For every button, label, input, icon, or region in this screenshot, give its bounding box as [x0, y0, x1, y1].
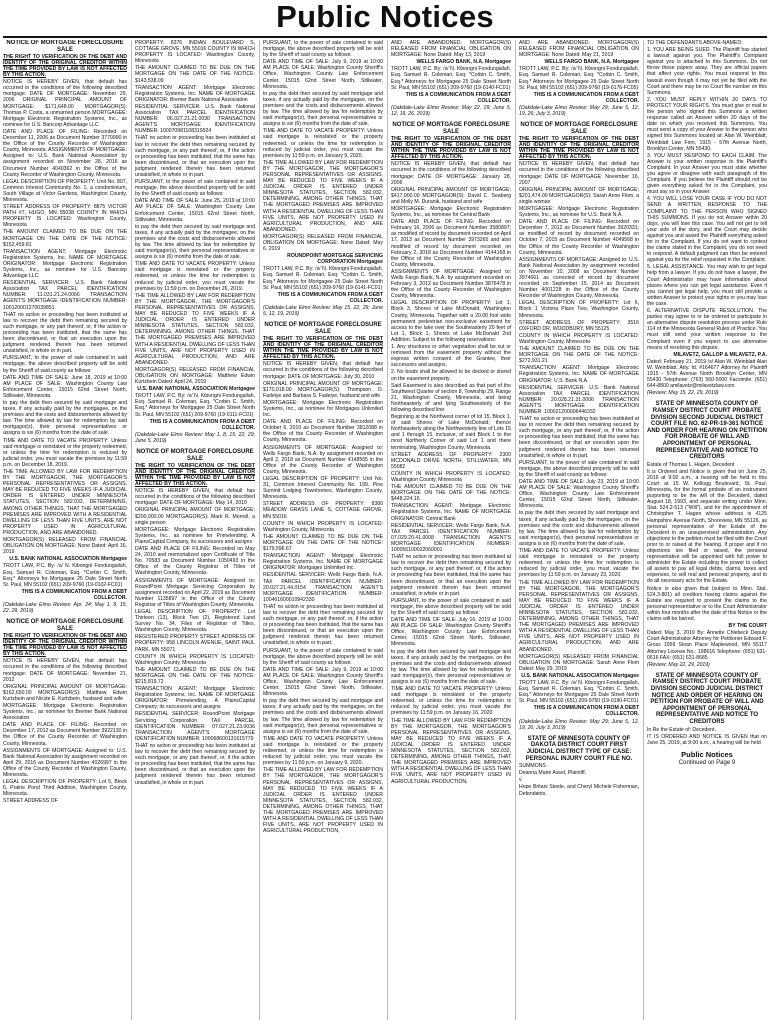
notice-signature: U.S. BANK NATIONAL ASSOCIATION Mortgagee — [9, 556, 127, 563]
legal-notice — [391, 122, 511, 784]
legal-notice — [3, 40, 127, 614]
notice-paragraph: 1. YOU ARE BEING SUED. The Plaintiff has started a lawsuit against you. The Plaintiff's Complaint against you is attached to this Summons. Do not throw these papers away. They are official papers that affect your rights. You must respond to this lawsuit even though it may not yet be filed with the Court and there may be no Court file number on this Summons. — [647, 47, 767, 96]
notice-signature: MILAVETZ, GALLOP & MILAVETZ, P.A. — [673, 351, 767, 358]
notice-paragraph: to pay the debt then secured by said mortgage and taxes, if any actually paid by the mortgagee, on the premises and the costs and disbursements allowed by law. The time allowed by law for redemption by said mortgagor(s), their personal representatives or assigns is six (6) months from the date of sale. — [135, 223, 255, 261]
notice-paragraph: THE AMOUNT CLAIMED TO BE DUE ON THE MORTGAGE ON THE DATE OF THE NOTICE: $179,596.67 — [263, 533, 383, 553]
notice-paragraph: to pay the debt then secured by said mortgage and taxes, if any actually paid by the mortgagee, on the premises and the costs and disbursements allowed by law. The time allowed by law for redemption by said mortgagor(s), their personal representatives or assigns is six (6) months from the date of sale. — [391, 648, 511, 685]
notice-paragraph: Hope Britani Steele, and Cheryl Michele Fisherman, Defendants. — [519, 784, 639, 797]
notice-paragraph: STREET ADDRESS OF — [3, 798, 58, 805]
notice-paragraph: NOTICE IS HEREBY GIVEN, that default has occurred in the conditions of the following described mortgage: DATE OF MORTGAGE: November 16, 2007 — [519, 161, 639, 186]
legal-notice — [391, 40, 511, 117]
notice-signature: BY THE COURT — [728, 623, 767, 630]
publication-dates: (Oakdale-Lake Elmo Review: May 22, 29; June 5, 12, 19, 26, 2019) — [391, 104, 511, 118]
notice-paragraph: THE TIME ALLOWED BY LAW FOR REDEMPTION BY THE MORTGAGOR, THE MORTGAGOR'S PERSONAL REPRESENTATIVES OR ASSIGNS, MAY BE REDUCED TO FIVE WEEKS IF A JUDICIAL ORDER IS ENTERED UNDER MINNESOTA STATUTES, SECTION 582.032, DETERMINING, AMONG OTHER THINGS, THAT THE MORTGAGED PREMISES ARE IMPROVED WITH A RESIDENTIAL DWELLING OF LESS THAN FIVE UNITS, ARE NOT PROPERTY USED IN AGRICULTURAL PRODUCTION, AND ARE ABANDONED. — [135, 292, 255, 366]
notice-paragraph: THAT no action or proceeding has been instituted at law to recover the debt then remaining secured by such mortgage, or any part thereof, or, if the action or proceeding has been instituted, that the same has been discontinued, or that an execution upon the judgment rendered therein has been returned unsatisfied, in whole or in part. — [135, 742, 255, 786]
notice-paragraph: PURSUANT, to the power of sale contained in said mortgage, the above described property will be sold by the Sheriff of said county as follows: — [3, 355, 127, 374]
notice-heading: NOTICE OF MORTGAGE FORECLOSURE SALE — [264, 322, 382, 335]
notice-paragraph: ASSIGNMENTS OF MORTGAGE: Assigned to: U.S. Bank National Association by assignment recorded on November 10, 2008 as Document Number 3974661 as corrected of record by document recorded on September 15, 2014 as Document Number 4001228 in the Office of the County Recorder of Washington County, Minnesota. — [519, 256, 639, 300]
notice-paragraph: ORIGINAL PRINCIPAL AMOUNT OF MORTGAGE: $200,000.00 MORTGAGOR(S): Mark R. Morrell, a single person — [135, 507, 255, 526]
notice-paragraph: Estate of Thomas L. Hagen, Decedent — [647, 461, 735, 468]
notice-paragraph: THE AMOUNT CLAIMED TO BE DUE ON THE MORTGAGE ON THE DATE OF THE NOTICE: $272,931.21 — [519, 346, 639, 365]
continued-footer — [647, 751, 767, 767]
notice-paragraph: LEGAL DESCRIPTION OF PROPERTY: Lot 1, Block 3, Shores of Lake McDonald, Washington County, Minnesota. Together with a 20.00 foot wide permanent pedestrian non-exclusive easement for access to the lake over the Southeasterly 20 feet of Lot 1, Block 1, Shores of Lake McDonald 2nd Addition. Subject to the following reservations: — [391, 300, 511, 343]
notice-heading: NOTICE OF MORTGAGE FORECLOSURE SALE — [6, 619, 124, 632]
notice-paragraph: MORTGAGOR(S) RELEASED FROM FINANCIAL OBLIGATION ON MORTGAGE: None Dated: April 16, 2019 — [3, 537, 127, 556]
notice-paragraph: THE TIME ALLOWED BY LAW FOR REDEMPTION BY THE MORTGAGOR, THE MORTGAGOR'S PERSONAL REPRESENTATIVES OR ASSIGNS, MAY BE REDUCED TO FIVE WEEKS IF A JUDICIAL ORDER IS ENTERED UNDER MINNESOTA STATUTES, SECTION 582.032, DETERMINING, AMONG OTHER THINGS, THAT THE MORTGAGED PREMISES ARE IMPROVED WITH A RESIDENTIAL DWELLING OF LESS THAN FIVE UNITS, ARE NOT PROPERTY USED IN AGRICULTURAL PRODUCTION, — [263, 767, 383, 835]
notice-paragraph: STREET ADDRESS OF PROPERTY: 2300 MCDONALD DRIVE NORTH, STILLWATER, MN 55082 — [391, 451, 511, 470]
notice-paragraph: Notice is also given that (subject to Minn. Stat. 524.3-801) all creditors having claims against the Estate are required to present the claims to the personal representative or to the Court Administrator within four months after the date of this Notice or the claims will be barred. — [647, 585, 767, 623]
notice-paragraph: LEGAL DESCRIPTION OF PROPERTY: Unit No. 807, Common Interest Community No. 1, a condominium, South Village at Victor Gardens, Washington County, Minnesota. — [3, 178, 127, 203]
publication-dates: (Review: May 15, 22, 29, 2019) — [647, 390, 719, 397]
page-masthead — [0, 0, 770, 34]
notice-paragraph: STREET ADDRESS OF PROPERTY: 3516 OXFORD DR, WOODBURY, MN 55125 — [519, 319, 639, 332]
notice-subheading: THE RIGHT TO VERIFICATION OF THE DEBT AND IDENTITY OF THE ORIGINAL CREDITOR WITHIN THE TIME PROVIDED BY LAW IS NOT AFFECTED BY THIS ACTION. — [519, 136, 639, 161]
notice-paragraph: TIME AND DATE TO VACATE PROPERTY: Unless said mortgage is reinstated or the property redeemed, or unless the time for redemption is reduced by judicial order, you must vacate the premises by 11:59 p.m. on January 9, 2020. — [263, 735, 383, 767]
notice-paragraph: THAT no action or proceeding has been instituted at law to recover the debt then remaining secured by such mortgage, or any part thereof, or, if the action or proceeding has been instituted, that the same has been discontinued, or that an execution upon the judgment rendered therein has been returned unsatisfied, in whole or in part. — [519, 416, 639, 459]
notice-paragraph: NOTICE IS HEREBY GIVEN, that default has occurred in the conditions of the following described mortgage: DATE OF MORTGAGE: July 30, 2010 — [263, 361, 383, 380]
notice-paragraph: MORTGAGEE: Mortgage Electronic Registration Systems, Inc., as nominee for U.S. Bank N.A. — [519, 205, 639, 219]
legal-notice — [519, 40, 639, 117]
notice-paragraph: LEGAL DESCRIPTION OF PROPERTY: Unit No. 31, Common Interest Community No. 199, Pine Summit Lodging Townhomes, Washington County, Minnesota. — [263, 476, 383, 501]
notice-signature: WELLS FARGO BANK, N.A. Mortgagee — [544, 59, 639, 66]
legal-notice — [519, 122, 639, 731]
notice-paragraph: v. — [519, 777, 523, 784]
notice-paragraph: ASSIGNMENTS OF MORTGAGE: Assigned to: Wells Fargo Bank, N.A. by assignment recorded on April 2, 2018 as Document Number 4148565 in the Office of the County Recorder of Washington County, Minnesota. — [263, 444, 383, 475]
publication-dates: (Oakdale-Lake Elmo Review: Apr. 24; May 1, 8, 15, 22, 29, 2019) — [3, 601, 127, 615]
notice-paragraph: 3. YOU MUST RESPOND TO EACH CLAIM. The Answer is your written response to the Plaintiff's Complaint. In your Answer you must state whether you agree or disagree with each paragraph of the Complaint. If you believe the Plaintiff should not be given everything asked for in the Complaint, you must say so in your Answer. — [647, 152, 767, 196]
notice-subheading: THE RIGHT TO VERIFICATION OF THE DEBT AND IDENTITY OF THE ORIGINAL CREDITOR WITHIN THE TIME PROVIDED BY LAW IS NOT AFFECTED BY THIS ACTION. — [3, 54, 127, 79]
notice-paragraph: MORTGAGOR(S) RELEASED FROM FINANCIAL OBLIGATION ON MORTGAGE: Matthew Edwin Kurtzbein Dated: April 24, 2019 — [135, 366, 255, 386]
notice-attorney: Dated: May 3, 2019 By: Annette Chlebeck Deputy Court Administrator Attorney for Petitioner Edward F. Gross 1959 Sloan Place Maplewood, MN 55117 Attorney License No.: 198616 Telephone: (651) 631-0616 FAX: (651) 631-8685 — [647, 630, 767, 661]
notice-paragraph: DATE AND PLACE OF FILING: Recorded on February 16, 2006 as Document Number 3580897; as modified of record by document recorded on April 17, 2013 as Document Number 3973265 and also modified of record by document recorded on February 2, 2018 as Document Number 4144168 in the Office of the County Recorder of Washington County, Minnesota. — [391, 219, 511, 268]
notice-paragraph: Said Easement is also described as that part of the Southwest Quarter of section 8, Township 29, Range 21, Washington County, Minnesota, and being Northeasterly of and lying Southwesterly of the following described line: — [391, 382, 511, 413]
notice-subheading: THE RIGHT TO VERIFICATION OF THE DEBT AND IDENTITY OF THE ORIGINAL CREDITOR WITHIN THE TIME PROVIDED BY LAW IS NOT AFFECTED BY THIS ACTION. — [3, 633, 127, 658]
legal-notice — [263, 322, 383, 834]
notice-paragraph: THAT no action or proceeding has been instituted at law to recover the debt then remaining secured by such mortgage, or any part thereof, or, if the action or proceeding has been instituted, that the same has been discontinued, or that an execution upon the judgment rendered therein has been returned unsatisfied, in whole or in part. — [3, 311, 127, 355]
notice-heading: STATE OF MINNESOTA COUNTY OF DAKOTA DISTRICT COURT FIRST JUDICIAL DISTRICT TYPE OF CASE: PERSONAL INJURY COURT FILE NO. — [525, 735, 633, 762]
debt-collector-statement: THIS IS A COMMUNICATION FROM A DEBT COLLECTOR. — [21, 588, 127, 601]
notice-paragraph: LEGAL DESCRIPTION OF PROPERTY: Lot 6, Block 1 Victoria Place Two, Washington County, Minnesota. — [519, 300, 639, 319]
notice-paragraph: AND ARE ABANDONED. MORTGAGOR(S) RELEASED FROM FINANCIAL OBLIGATION ON MORTGAGE: None Dated: May 21, 2019 — [519, 40, 639, 59]
notice-paragraph: TRANSACTION AGENT: Mortgage Electronic Registration Systems, Inc. NAME OF MORTGAGE ORIGINATOR: Bremer Bank National Association — [135, 84, 255, 103]
notice-paragraph: DATE AND TIME OF SALE: July 16, 2019 at 10:00 AM PLACE OF SALE: Washington County Sheriff's Office, Washington County Law Enforcement Center, 15015 62nd Street North, Stillwater, Minnesota. — [391, 617, 511, 648]
notice-paragraph: In Re the Estate of: Decedent. — [647, 726, 716, 733]
notice-paragraph: TIME AND DATE TO VACATE PROPERTY: Unless said mortgage is reinstated or the property redeemed, or unless the time for redemption is reduced by judicial order, you must vacate the premises by 11:59 p.m. on December 26, 2019. — [135, 261, 255, 292]
notice-paragraph: RESIDENTIAL SERVICER: Wells Fargo Bank, N.A. TAX PARCEL IDENTIFICATION NUMBER: 07.029.20.41.0008 TRANSACTION AGENT'S MORTGAGE IDENTIFICATION NUMBER: 100056100022060001 — [391, 522, 511, 554]
notice-paragraph: THE TIME ALLOWED BY LAW FOR REDEMPTION BY THE MORTGAGOR, THE MORTGAGOR'S PERSONAL REPRESENTATIVES OR ASSIGNS, MAY BE REDUCED TO FIVE WEEKS IF A JUDICIAL ORDER IS ENTERED UNDER MINNESOTA STATUTES, SECTION 582.032, DETERMINING, AMONG OTHER THINGS, THAT THE MORTGAGED PREMISES ARE IMPROVED WITH A RESIDENTIAL DWELLING OF LESS THAN FIVE UNITS, ARE NOT PROPERTY USED IN AGRICULTURAL PRODUCTION, AND ARE ABANDONED. — [519, 579, 639, 653]
notice-paragraph: NOTICE IS HEREBY GIVEN, that default has occurred in the conditions of the following described mortgage: DATE OF MORTGAGE: November 21, 2012 — [3, 658, 127, 683]
notice-paragraph: MORTGAGOR(S) RELEASED FROM FINANCIAL OBLIGATION ON MORTGAGE: Sarah Anne Flom Dated: May 29, 2019 — [519, 653, 639, 672]
continued-on-page: Continued on Page 9 — [678, 759, 736, 766]
notice-paragraph: ORIGINAL PRINCIPAL AMOUNT OF MORTGAGE: $417,000.00 MORTGAGOR(S): David C. Seaberg and Molly M. Duranik, husband and wife — [391, 186, 511, 205]
publication-dates: (Review: May 22, 29, 2019) — [647, 661, 710, 668]
notice-paragraph: TO THE DEFENDANTS ABOVE-NAMED: — [647, 40, 743, 46]
notice-paragraph: DATE AND TIME OF SALE: July 23, 2019 at 10:00 AM PLACE OF SALE: Washington County Sheriff's Office, Washington County Law Enforcement Center, 15015 62nd Street North, Stillwater, Minnesota. — [519, 479, 639, 510]
notice-paragraph: TIME AND DATE TO VACATE PROPERTY: Unless said mortgage is reinstated or the property redeemed, or unless the time for redemption is reduced by judicial order, you must vacate the premises by 11:59 p.m. on January 23, 2020. — [519, 548, 639, 579]
notice-paragraph: RESIDENTIAL SERVICER: Wells Fargo Bank, N.A. TAX PARCEL IDENTIFICATION NUMBER: 20.027.21.44.0154 TRANSACTION AGENT'S MORTGAGE IDENTIFICATION NUMBER: 100461600010942330 — [263, 572, 383, 603]
notice-paragraph: TIME AND DATE TO VACATE PROPERTY: Unless said mortgage is reinstated or the property redeemed, or unless the time for redemption is reduced by judicial order, you must vacate the premises by 11:59 p.m. on January 16, 2020. — [391, 686, 511, 717]
notice-paragraph: THAT no action or proceeding has been instituted at law to recover the debt then remaining secured by such mortgage, or any part thereof, or, if the action or proceeding has been instituted, that the same has been discontinued, or that an execution upon the judgment rendered therein has been returned unsatisfied, in whole or in part. — [135, 135, 255, 178]
notice-paragraph: DATE AND PLACE OF FILING: Recorded on October 6, 2010 as Document Number 3812088 in the Office of the County Recorder of Washington County, Minnesota. — [263, 419, 383, 444]
notice-paragraph: Beginning at the Northwest corner of lot 15, Block 1, of said Shores of Lake McDonald; thence Northeasterly along the Northwesterly line of Lots 15 and 1 through 15, inclusive, of said Block 1 to the most Northerly Corner of said Lot 1 and there terminating, Washington County, Minnesota. — [391, 414, 511, 451]
notice-paragraph: THAT no action or proceeding has been instituted at law to recover the debt then remaining secured by such mortgage, or any part thereof, or, if the action or proceeding has been instituted, that the same has been discontinued, or that an execution upon the judgment rendered therein has been returned unsatisfied, in whole or in part. — [263, 603, 383, 647]
notice-paragraph: 2. YOU MUST REPLY WITHIN 20 DAYS TO PROTECT YOUR RIGHTS. You must give or mail to the person who signed this Summons a written response called an Answer within 20 days of the date on which you received this Summons. You must send a copy of your Answer to the person who signed this Summons located at: Alan W. Weinblatt, Weinblatt Law Firm, 1915 - 57th Avenue North, Brooklyn Center, MN 55430. — [647, 96, 767, 152]
notice-paragraph: COUNTY IN WHICH PROPERTY IS LOCATED: Washington County, Minnesota — [135, 653, 255, 666]
notice-paragraph: PURSUANT, to the power of sale contained in said mortgage, the above described property will be sold by the Sheriff of said county as follows: — [263, 40, 383, 59]
notice-paragraph: TRANSACTION AGENT: Mortgage Electronic Registration Systems, Inc. NAME OF MORTGAGE ORIGINATOR: Primelending, A PlainsCapital Company, its successors and assigns — [135, 686, 255, 711]
notice-paragraph: ASSIGNMENTS OF MORTGAGE: Assigned to: Wells Fargo Bank, N.A. by assignment recorded on February 3, 2012 as Document Number 3876478 in the Office of the County Recorder of Washington County, Minnesota. — [391, 268, 511, 300]
notice-subheading: THE RIGHT TO VERIFICATION OF THE DEBT AND IDENTITY OF THE ORIGINAL CREDITOR WITHIN THE TIME PROVIDED BY LAW IS NOT AFFECTED BY THIS ACTION. — [391, 136, 511, 161]
notice-heading: NOTICE OF MORTGAGE FORECLOSURE SALE — [136, 449, 254, 462]
debt-collector-statement: THIS IS A COMMUNICATION FROM A DEBT COLLECTOR. — [405, 91, 511, 104]
debt-collector-statement: THIS IS A COMMUNICATION FROM A DEBT COLLECTOR. — [533, 705, 639, 718]
notice-paragraph: 6. ALTERNATIVE DISPUTE RESOLUTION. The parties may agree to or be ordered to participate in an alternative dispute resolution process under Rule 114 of the Minnesota General Rules of Practice. You must still send your written response to the Complaint even if you expect to use alternative means of resolving this dispute. — [647, 308, 767, 351]
notice-signature: WELLS FARGO BANK, N.A. Mortgagee — [416, 59, 511, 66]
column-6 — [643, 40, 767, 1020]
notice-paragraph: RESIDENTIAL SERVICER: U.S. Bank National Association TAX PARCEL IDENTIFICATION NUMBER: 06.027.21.21.0030 TRANSACTION AGENT'S MORTGAGE IDENTIFICATION NUMBER: 100070981108319524 — [135, 103, 255, 135]
notice-paragraph: ASSIGNMENTS OF MORTGAGE: Assigned to: U.S. Bank National Association by assignment recorded on April 29, 2016 as Document Number 4026997 in the Office of the County Recorder of Washington County, Minnesota. — [3, 747, 127, 779]
notice-paragraph: THE TIME ALLOWED BY LAW FOR REDEMPTION BY THE MORTGAGOR, THE MORTGAGOR'S PERSONAL REPRESENTATIVES OR ASSIGNS, MAY BE REDUCED TO FIVE WEEKS IF A JUDICIAL ORDER IS ENTERED UNDER MINNESOTA STATUTES, SECTION 582.032, DETERMINING, AMONG OTHER THINGS, THAT THE MORTGAGED PREMISES ARE IMPROVED WITH A RESIDENTIAL DWELLING OF LESS THAN FIVE UNITS, ARE NOT PROPERTY USED IN AGRICULTURAL PRODUCTION, AND ARE ABANDONED. — [3, 469, 127, 536]
notice-paragraph: TRANSACTION AGENT: Mortgage Electronic Registration Systems, Inc. NAME OF MORTGAGE ORIGINATOR: Mortgage Electronic Registration Systems, Inc., as nominee for U.S. Bancorp Advantage LLC — [3, 248, 127, 280]
notice-paragraph: AND ARE ABANDONED. MORTGAGOR(S) RELEASED FROM FINANCIAL OBLIGATION ON MORTGAGE: None Dated: May 13, 2019 — [391, 40, 511, 59]
notice-paragraph: ORIGINAL PRINCIPAL AMOUNT OF MORTGAGE: $201,474.00 MORTGAGOR(S): Sarah Anne Flom, a single woman — [519, 186, 639, 205]
notice-paragraph: THE AMOUNT CLAIMED TO BE DUE ON THE MORTGAGE ON THE DATE OF THE NOTICE: $215,819.72 — [135, 666, 255, 685]
page-title: Public Notices — [276, 0, 494, 34]
notice-paragraph: MORTGAGEE: Mortgage Electronic Registration Systems, Inc., as nominee for Bremer Bank National Association — [3, 703, 127, 722]
notice-paragraph: DATE AND TIME OF SALE: June 25, 2019 at 10:00 AM PLACE OF SALE: Washington County Law Enforcement Center, 15015 62nd Street North, Stillwater, Minnesota. — [135, 198, 255, 223]
legal-notice — [3, 619, 127, 804]
notice-paragraph: LEGAL DESCRIPTION OF PROPERTY: Lot 5, Block 6, Prairie Pond Third Addition, Washington County, Minnesota. — [3, 779, 127, 798]
notice-paragraph: MORTGAGEE: Mortgage Electronic Registration Systems, Inc., as nominee for Primelending, A PlainsCapital Company, its successors and assigns — [135, 526, 255, 545]
notice-paragraph: THE TIME ALLOWED BY LAW FOR REDEMPTION BY THE MORTGAGOR, THE MORTGAGOR'S PERSONAL REPRESENTATIVES OR ASSIGNS, MAY BE REDUCED TO FIVE WEEKS IF A JUDICIAL ORDER IS ENTERED UNDER MINNESOTA STATUTES, SECTION 582.032, DETERMINING, AMONG OTHER THINGS, THAT THE MORTGAGED PREMISES ARE IMPROVED WITH A RESIDENTIAL DWELLING OF LESS THAN FIVE UNITS, ARE NOT PROPERTY USED IN AGRICULTURAL PRODUCTION, — [391, 717, 511, 785]
notice-paragraph: IT IS ORDERED AND NOTICE IS GIVEN that on June 25, 2019, at 9:00 a.m., a hearing will be held — [647, 733, 767, 746]
notice-paragraph: COUNTY IN WHICH PROPERTY IS LOCATED: Washington County, Minnesota — [263, 520, 383, 533]
publication-dates: (Oakdale-Lake Elmo Review: May 1, 8, 15, 22, 29; June 5, 2019) — [135, 431, 255, 444]
column-1 — [3, 40, 127, 1020]
notice-paragraph: STREET ADDRESS OF PROPERTY: 8380 MEADOW GRASS LANE S, COTTAGE GROVE, MN 55016 — [263, 501, 383, 520]
debt-collector-statement: THIS IS A COMMUNICATION FROM A DEBT COLLECTOR. — [149, 418, 255, 431]
notice-paragraph: PROPERTY: 8376 INDIAN BOULEVARD S, COTTAGE GROVE, MN 55016 COUNTY IN WHICH PROPERTY IS LOCATED: Washington County, Minnesota — [135, 40, 255, 65]
notice-heading: NOTICE OF MORTGAGE FORECLOSURE SALE — [392, 122, 510, 135]
notice-paragraph: 2. No boats shall be allowed to be docked or stored on the easement property. — [391, 369, 511, 382]
notice-paragraph: Deanna Marie Assel, Plaintiff, — [519, 770, 587, 777]
notice-paragraph: TRANSACTION AGENT: Mortgage Electronic Registration Systems, Inc. NAME OF MORTGAGE ORIGINATOR: Mortgages Unlimited Inc. — [263, 553, 383, 572]
notice-attorney: TROTT LAW, P.C. By: /s/ N. Kibongni Fondungallah, Esq. Samuel R. Coleman, Esq. *Corbin C. Smith, Esq.* Attorneys for Mortgagee 25 Dale Street North St. Paul, MN 55102 (651) 209-9760 (19-0190-FC01) — [519, 680, 639, 705]
notice-heading: STATE OF MINNESOTA COUNTY OF RAMSEY DISTRICT COURT PROBATE DIVISION SECOND JUDICIAL DISTRICT COURT FILE NO. 62-PR-19-361 NOTICE AND ORDER FOR HEARING ON PETITION FOR PROBATE OF WILL AND APPOINTMENT OF PERSONAL REPRESENTATIVE AND NOTICE TO CREDITORS — [647, 401, 767, 461]
publication-dates: (Oakdale-Lake Elmo Review: May 29; June 5, 12, 19, 26; July 3, 2019) — [519, 104, 639, 118]
notice-paragraph: RESIDENTIAL SERVICER: RoundPoint Mortgage Servicing Corporation TAX PARCEL IDENTIFICATION NUMBER: 07.027.21.23.0036 TRANSACTION AGENT'S MORTGAGE IDENTIFICATION NUMBER: 100068600131615779 — [135, 711, 255, 742]
notice-attorney: TROTT LAW, P.C. By: /s/ N. Kibongni Fondungallah, Esq. Samuel R. Coleman, Esq. *Corbin C. Smith, Esq.* Attorneys for Mortgagee 25 Dale Street North St. Paul, MN 55102 (651) 209-9760 (19-0141-FC01) — [263, 266, 383, 291]
notice-paragraph: TRANSACTION AGENT: Mortgage Electronic Registration Systems, Inc. NAME OF MORTGAGE ORIGINATOR: U.S. Bank N.A. — [519, 365, 639, 384]
notice-paragraph: TRANSACTION AGENT: Mortgage Electronic Registration Systems, Inc. NAME OF MORTGAGE ORIGINATOR: Central Bank — [391, 503, 511, 522]
notice-paragraph: DATE AND PLACE OF FILING: Recorded on December 17, 2012 as Document Number 3922130 in the Office of the County Recorder of Washington County, Minnesota. — [3, 722, 127, 747]
notice-paragraph: STREET ADDRESS OF PROPERTY: 8875 VICTOR PATH #7, HUGO, MN 55038 COUNTY IN WHICH PROPERTY IS LOCATED: Washington County, Minnesota — [3, 204, 127, 229]
notice-heading: STATE OF MINNESOTA COUNTY OF RAMSEY DISTRICT COURT PROBATE DIVISION SECOND JUDICIAL DISTRICT NOTICE AND ORDER OF HEARING ON PETITION FOR PROBATE OF WILL AND APPOINTMENT OF PERSONAL REPRESENTATIVE AND NOTICE TO CREDITORS — [650, 672, 764, 725]
notice-paragraph: NOTICE IS HEREBY GIVEN, that default has occurred in the conditions of the following described mortgage: DATE OF MORTGAGE: January 28, 2006 — [391, 161, 511, 186]
notice-attorney: TROTT LAW, P.C. By: /s/ N. Kibongni Fondungallah, Esq. Samuel R. Coleman, Esq. *Corbin C. Smith, Esq.* Attorneys for Mortgagee 25 Dale Street North St. Paul, MN 55102 (651) 209-9760 (19-0176-FC05) — [519, 66, 639, 91]
notice-paragraph: PURSUANT, to the power of sale contained in said mortgage, the above described property will be sold by the Sheriff of said county as follows: — [263, 647, 383, 666]
notice-paragraph: THAT no action or proceeding has been instituted at law to recover the debt then remaining secured by such mortgage, or any part thereof, or, if the action or proceeding has been instituted, that the same has been discontinued, or that an execution upon the judgment rendered therein has been returned unsatisfied, in whole or in part. — [391, 554, 511, 597]
notice-attorney: TROTT LAW, P.C. By: /s/ N. Kibongni Fondungallah, Esq. Samuel R. Coleman, Esq. *Corbin C. Smith, Esq.* Attorneys for Mortgagee 25 Dale Street North St. Paul, MN 55102 (651) 209-9760 (19-0140-FC01) — [391, 66, 511, 91]
legal-notice — [519, 736, 639, 797]
notice-paragraph: ORIGINAL PRINCIPAL AMOUNT OF MORTGAGE: $162,650.00 MORTGAGOR(S): Matthew Edwin Kurtzbein and Nicole E. Kurtzbein, husband and wife — [3, 683, 127, 702]
notice-paragraph: MORTGAGEE: Mortgage Electronic Registration Systems, Inc., as nominee for Central Bank — [391, 205, 511, 219]
debt-collector-statement: THIS IS A COMMUNICATION FROM A DEBT COLLECTOR. — [533, 91, 639, 104]
notice-paragraph: 4. YOU WILL LOSE YOUR CASE IF YOU DO NOT SEND A WRITTEN RESPONSE TO THE COMPLAINT TO THE PERSON WHO SIGNED THIS SUMMONS. If you do not Answer within 20 days, you will lose this case. You will not get to tell your side of the story, and the Court may decide against you and award the Plaintiff everything asked for in the Complaint. If you do not want to contest the claims stated in the Complaint, you do not need to respond. A default judgment can then be entered against you for the relief requested in the Complaint. — [647, 196, 767, 264]
notice-paragraph: DATE AND PLACE OF FILING: Recorded on May 24, 2010 and memorialized upon Certificate of Title No. 70583 as Document Number 1050493 in the Office of the County Registrar of Titles of Washington County, Minnesota. — [135, 546, 255, 577]
notice-columns — [3, 40, 767, 1020]
masthead-rule — [3, 36, 767, 38]
notice-paragraph: DATE AND PLACE OF FILING: Recorded on December 7, 2012 as Document Number 3920331; as modified of record by document recorded on October 7, 2015 as Document Number 4049568 in the Office of the County Recorder of Washington County, Minnesota. — [519, 219, 639, 256]
column-2 — [131, 40, 255, 1020]
notice-paragraph: 5. LEGAL ASSISTANCE. You may wish to get legal help from a lawyer. If you do not have a lawyer, the Court Administrator may have information about places where you can get legal assistance. Even if you cannot get legal help, you must still provide a written Answer to protect your rights or you may lose the case. — [647, 264, 767, 307]
notice-paragraph: to pay the debt then secured by said mortgage and taxes, if any actually paid by the mortgagee, on the premises and the costs and disbursements allowed by law. The time allowed by law for redemption by said mortgagor(s), their personal representatives or assigns is six (6) months from the date of sale. — [263, 698, 383, 735]
notice-paragraph: DATE AND PLACE OF FILING: Recorded on December 11, 2006 as Document Number 3770990 in the Office of the County Recorder of Washington County, Minnesota. ASSIGNMENTS OF MORTGAGE: Assigned to: U.S. Bank National Association by assignment recorded on November 28, 2016 as Document Number 4040362 in the Office of the County Recorder of Washington County, Minnesota. — [3, 128, 127, 178]
notice-paragraph: LEGAL DESCRIPTION OF PROPERTY: Lot Thirteen (13), Block Two (2), Registered Land Survey No. 34, Files of Registrar of Titles, Washington County, Minnesota. — [135, 608, 255, 634]
column-5 — [515, 40, 639, 1020]
notice-heading: NOTICE OF MORTGAGE FORECLOSURE SALE — [520, 122, 638, 135]
notice-paragraph: to pay the debt then secured by said mortgage and taxes, if any actually paid by the mortgagee, on the premises and the costs and disbursements allowed by law. The time allowed by law for redemption by said mortgagor(s), their personal representatives or assigns is six (6) months from the date of sale. — [263, 90, 383, 128]
publication-dates: (Oakdale-Lake Elmo Review: May 15, 22, 29; June 5, 12, 19, 2019) — [263, 304, 383, 318]
notice-paragraph: THE AMOUNT CLAIMED TO BE DUE ON THE MORTGAGE ON THE DATE OF THE NOTICE: $152,459.81 — [3, 229, 127, 248]
notice-paragraph: MORTGAGEE: Mortgage Electronic Registration Systems, Inc., as nominee for Mortgages Unlimited Inc. — [263, 399, 383, 419]
notice-attorney: TROTT LAW, P.C. By: /s/ N. Kibongni Fondungallah, Esq. Samuel R. Coleman, Esq. *Corbin C. Smith, Esq.* Attorneys for Mortgagee 25 Dale Street North St. Paul, MN 55102 (651) 209-9760 (19-0111-FC01) — [135, 393, 255, 418]
notice-paragraph: SUMMONS — [519, 763, 546, 770]
notice-paragraph: DATE AND TIME OF SALE: June 18, 2019 at 10:00 AM PLACE OF SALE: Washington County Law Enforcement Center, 15015 62nd Street North, Stillwater, Minnesota. — [3, 374, 127, 399]
notice-paragraph: RESIDENTIAL SERVICER: U.S. Bank National Association TAX PARCEL IDENTIFICATION NUMBER: 20.028.21.31.0006 TRANSACTION AGENT'S MORTGAGE IDENTIFICATION NUMBER: 100021200006446332 — [519, 384, 639, 415]
notice-subheading: THE RIGHT TO VERIFICATION OF THE DEBT AND IDENTITY OF THE ORIGINAL CREDITOR WITHIN THE TIME PROVIDED BY LAW IS NOT AFFECTED BY THIS ACTION. — [263, 336, 383, 361]
legal-notice — [647, 673, 767, 746]
notice-paragraph: to pay the debt then secured by said mortgage and taxes, if any actually paid by the mortgagee, on the premises and the costs and disbursements allowed by law. The time allowed by law for redemption by said mortgagor(s), their personal representatives or assigns is six (6) months from the date of sale. — [519, 510, 639, 547]
notice-signature: U.S. BANK NATIONAL ASSOCIATION Mortgagee — [521, 672, 639, 679]
notice-paragraph: NOTICE IS HEREBY GIVEN, that default has occurred in the conditions of the following described mortgage: DATE OF MORTGAGE: May 14, 2010 — [135, 488, 255, 507]
notice-paragraph: COUNTY IN WHICH PROPERTY IS LOCATED: Washington County, Minnesota — [391, 470, 511, 483]
legal-notice — [647, 401, 767, 667]
legal-notice — [263, 40, 383, 317]
column-4 — [387, 40, 511, 1020]
notice-paragraph: THE AMOUNT CLAIMED TO BE DUE ON THE MORTGAGE ON THE DATE OF THE NOTICE: $143,538.09 — [135, 65, 255, 84]
footer-title: Public Notices — [681, 749, 733, 759]
column-3 — [259, 40, 383, 1020]
notice-paragraph: TIME AND DATE TO VACATE PROPERTY: Unless said mortgage is reinstated or the property redeemed, or unless the time for redemption is reduced by judicial order, you must vacate the premises by 11:59 p.m. on December 18, 2019. — [3, 437, 127, 468]
notice-paragraph: It is Ordered and Notice is given that on June 25, 2019 at 9:00 a.m., a hearing will be held in this Court at 15 W. Kellogg Boulevard, St. Paul, Minnesota, for the formal probate of an instrument purporting to be the will of the Decedent, dated August 18, 1993, and separate writing under Minn. Stat. 524.2-513 ("Will"), and for the appointment of Christopher T. Hagen whose address is 4125 Hampshire Avenue North, Shoreview, MN 55126, as personal representative of the Estate of the Decedent in an unsupervised administration. Any objections to the petition must be filed with the Court prior to or raised at the hearing. If proper and if no objections are filed or raised, the personal representative will be appointed with full power to administer the Estate including the power to collect all assets to pay all legal debts, claims, taxes and expenses, to sell real and personal property, and to do all necessary acts for the Estate. — [647, 468, 767, 585]
publication-dates: (Oakdale-Lake Elmo Review: May 29; June 5, 12, 19, 26; July 3, 2019) — [519, 718, 639, 731]
notice-paragraph: PURSUANT, to the power of sale contained in said mortgage, the above described property will be sold by the Sheriff of said county as follows: — [519, 459, 639, 478]
notice-subheading: THE RIGHT TO VERIFICATION OF THE DEBT AND IDENTITY OF THE ORIGINAL CREDITOR WITHIN THE TIME PROVIDED BY LAW IS NOT AFFECTED BY THIS ACTION. — [135, 463, 255, 488]
notice-paragraph: DATE AND TIME OF SALE: July 9, 2019 at 10:00 AM PLACE OF SALE: Washington County Sheriff's Office, Washington County Law Enforcement Center, 15015 62nd Street North, Stillwater, Minnesota. — [263, 59, 383, 90]
notice-signature: ROUNDPOINT MORTGAGE SERVICING CORPORATION Mortgagee — [287, 253, 383, 266]
debt-collector-statement: THIS IS A COMMUNICATION FROM A DEBT COLLECTOR. — [277, 291, 383, 304]
notice-paragraph: TIME AND DATE TO VACATE PROPERTY: Unless said mortgage is reinstated or the property redeemed, or unless the time for redemption is reduced by judicial order, you must vacate the premises by 11:59 p.m. on January 9, 2020. — [263, 128, 383, 159]
notice-attorney: Dated: February 21, 2019 /s/ Alan W. Weinblatt Alan W. Weinblatt, Atty. Id. #164677 Attorney for Plaintiff 1915 - 57th Avenue North Brooklyn Center, MN 55430 Telephone: (763) 560-5000 Facsimile: (651) 644-8800 amilavetz@milavetzlaw.com — [647, 358, 767, 390]
legal-notice — [647, 40, 767, 396]
notice-paragraph: to pay the debt then secured by said mortgage and taxes, if any actually paid by the mortgagee, on the premises and the costs and disbursements allowed by law. The time allowed by law for redemption by said mortgagor(s), their personal representatives or assigns is six (6) months from the date of sale. — [3, 399, 127, 437]
notice-paragraph: THE TIME ALLOWED BY LAW FOR REDEMPTION BY THE MORTGAGOR, THE MORTGAGOR'S PERSONAL REPRESENTATIVES OR ASSIGNS, MAY BE REDUCED TO FIVE WEEKS IF A JUDICIAL ORDER IS ENTERED UNDER MINNESOTA STATUTES, SECTION 582.032, DETERMINING, AMONG OTHER THINGS, THAT THE MORTGAGED PREMISES ARE IMPROVED WITH A RESIDENTIAL DWELLING OF LESS THAN FIVE UNITS, ARE NOT PROPERTY USED IN AGRICULTURAL PRODUCTION, AND ARE ABANDONED. — [263, 159, 383, 233]
legal-notice — [135, 449, 255, 786]
notice-paragraph: COUNTY IN WHICH PROPERTY IS LOCATED: Washington County, Minnesota — [519, 332, 639, 345]
notice-paragraph: 1. Any structures or other vegetation shall be cut or removed from the easement property without the express written consent of the Grantee, their successors and assigns. — [391, 344, 511, 369]
notice-paragraph: THE AMOUNT CLAIMED TO BE DUE ON THE MORTGAGE ON THE DATE OF THE NOTICE: $448,224.16 — [391, 484, 511, 503]
notice-signature: U.S. BANK NATIONAL ASSOCIATION Mortgagee — [137, 386, 255, 393]
notice-paragraph: DATE AND TIME OF SALE: July 9, 2019 at 10:00 AM PLACE OF SALE: Washington County Sheriff's Office, Washington County Law Enforcement Center, 15015 62nd Street North, Stillwater, Minnesota. — [263, 666, 383, 698]
notice-paragraph: NOTICE IS HEREBY GIVEN, that default has occurred in the conditions of the following described mortgage: DATE OF MORTGAGE: November 29, 2006 ORIGINAL PRINCIPAL AMOUNT OF MORTGAGE: $171,648.00 MORTGAGOR(S): Thomas P. Costa, a unmarried person MORTGAGEE: Mortgage Electronic Registration Systems, Inc., as nominee for U.S. Bancorp Advantage LLC — [3, 79, 127, 128]
notice-paragraph: MORTGAGOR(S) RELEASED FROM FINANCIAL OBLIGATION ON MORTGAGE: None Dated: May 6, 2019 — [263, 233, 383, 253]
notice-attorney: TROTT LAW, P.C. By: /s/ N. Kibongni Fondungallah, Esq. Samuel R. Coleman, Esq. *Corbin C. Smith, Esq.* Attorneys for Mortgagee 25 Dale Street North St. Paul, MN 55102 (651) 209-9760 (19-0102-FC01) — [3, 563, 127, 588]
notice-paragraph: REGISTERED PROPERTY STREET ADDRESS OF PROPERTY: 958 LINCOLN AVENUE, SAINT PAUL PARK, MN 55071 — [135, 634, 255, 653]
notice-heading: NOTICE OF MORTGAGE FORECLOSURE SALE — [6, 40, 124, 53]
legal-notice — [135, 40, 255, 444]
notice-paragraph: ORIGINAL PRINCIPAL AMOUNT OF MORTGAGE: $170,018.00 MORTGAGOR(S): Thompson O. Fadeiye and Barbara S. Fadeiye, husband and wife — [263, 380, 383, 399]
notice-paragraph: PURSUANT, to the power of sale contained in said mortgage, the above described property will be sold by the Sheriff of said county as follows: — [391, 597, 511, 616]
notice-paragraph: PURSUANT, to the power of sale contained in said mortgage, the above described property will be sold by the Sheriff of said county as follows: — [135, 179, 255, 198]
notice-paragraph: RESIDENTIAL SERVICER: U.S. Bank National Association TAX PARCEL IDENTIFICATION NUMBER: 11.031.21.24.0066 TRANSACTION AGENT'S MORTGAGE IDENTIFICATION NUMBER: 100120001270039851 — [3, 280, 127, 311]
notice-paragraph: ASSIGNMENTS OF MORTGAGE: Assigned to: RoundPoint Mortgage Servicing Corporation by assignment recorded on April 22, 2019 as Document Number 1135897 in the Office of the County Registrar of Titles of Washington County, Minnesota. — [135, 577, 255, 608]
